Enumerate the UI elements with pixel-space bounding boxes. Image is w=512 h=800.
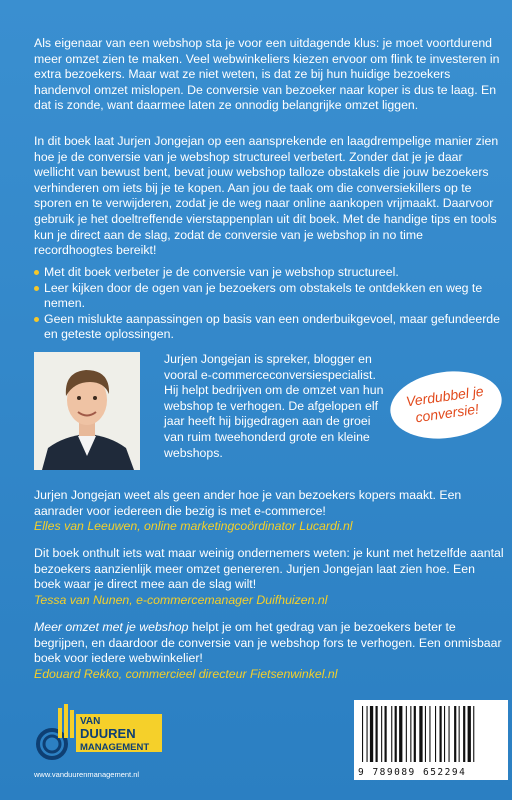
publisher-url: www.vanduurenmanagement.nl: [34, 770, 140, 779]
bullet-icon: [34, 286, 39, 291]
author-photo: [34, 352, 140, 470]
testimonial: [34, 488, 504, 535]
isbn-number: 9 789089 652294: [358, 767, 467, 778]
testimonial-author: Elles van Leeuwen, online marketingcoördinator Lucardi.nl: [34, 519, 353, 534]
intro-paragraph-1: Als eigenaar van een webshop sta je voor een uitdagende klus: je moet voortdurend meer omzet zien te maken. Veel webwinkeliers kiezen ervoor om flink te investeren in extra bezoekers. Maar wat ze niet weten, is dat ze bij hun huidige bezoekers handenvol omzet mislopen. De conversie van bezoeker naar koper is dus te laag. En dat is zonde, want daarmee laten ze onnodig belangrijke omzet liggen.: [34, 36, 500, 113]
svg-text:DUUREN: DUUREN: [80, 726, 136, 741]
benefit-list: [34, 265, 504, 343]
svg-text:MANAGEMENT: MANAGEMENT: [80, 742, 150, 753]
barcode-bars: [354, 700, 508, 770]
testimonial-author: Edouard Rekko, commercieel directeur Fietsenwinkel.nl: [34, 666, 338, 681]
intro-paragraph-2: In dit boek laat Jurjen Jongejan op een aansprekende en laagdrempelige manier zien hoe je de conversie van je webshop structureel verbetert. Zonder dat je je daar wellicht van bewust bent, bevat jouw webshop talloze obstakels die jouw bezoekers verhinderen om iets bij je te kopen. Aan jou de taak om die conversiekillers op te sporen en te verwijderen, zodat je de weg naar online aankopen vrijmaakt. Daarvoor gebruik je het doeltreffende vierstappenplan uit dit boek. Met de handige tips en tools kun je direct aan de slag, zodat de conversie van je webshop in no time recordhoogtes bereikt!: [34, 134, 499, 258]
testimonial: [34, 546, 504, 608]
sticker-text: Verdubbel je conversie!: [404, 382, 485, 426]
book-title: Meer omzet met je webshop: [34, 620, 189, 634]
svg-text:VAN: VAN: [80, 716, 101, 727]
testimonial-text: Meer omzet met je webshop helpt je om het gedrag van je bezoekers beter te begrijpen, en daardoor de conversie van je webshop fors te verhogen. Een onmisbaar boek voor iedere webwinkelier!: [34, 620, 502, 666]
testimonial-text: Dit boek onthult iets wat maar weinig ondernemers weten: je kunt met hetzelfde aantal bezoekers aanzienlijk meer omzet genereren. Jurjen Jongejan laat zien hoe. Een boek waar je direct mee aan de slag wilt!: [34, 546, 504, 592]
list-item: Leer kijken door de ogen van je bezoekers om obstakels te ontdekken en weg te nemen.: [34, 281, 504, 312]
publisher-logo: [34, 704, 164, 760]
list-item: Met dit boek verbeter je de conversie van je webshop structureel.: [34, 265, 504, 281]
testimonial-author: Tessa van Nunen, e-commercemanager Duifhuizen.nl: [34, 592, 328, 607]
bullet-icon: [34, 270, 39, 275]
testimonial-text: Jurjen Jongejan weet als geen ander hoe je van bezoekers kopers maakt. Een aanrader voor iedereen die bezig is met e-commerce!: [34, 488, 462, 518]
bullet-icon: [34, 317, 39, 322]
author-bio: Jurjen Jongejan is spreker, blogger en vooral e-commerceconversiespecialist. Hij helpt bedrijven om de omzet van hun webshop te verhogen. De afgelopen elf jaar heeft hij bijgedragen aan de groei van ruim tweehonderd grote en kleine webshops.: [164, 352, 384, 460]
testimonial: [34, 620, 504, 682]
barcode: [354, 700, 508, 780]
list-item: Geen mislukte aanpassingen op basis van een onderbuikgevoel, maar gefundeerde en geteste oplossingen.: [34, 312, 504, 343]
